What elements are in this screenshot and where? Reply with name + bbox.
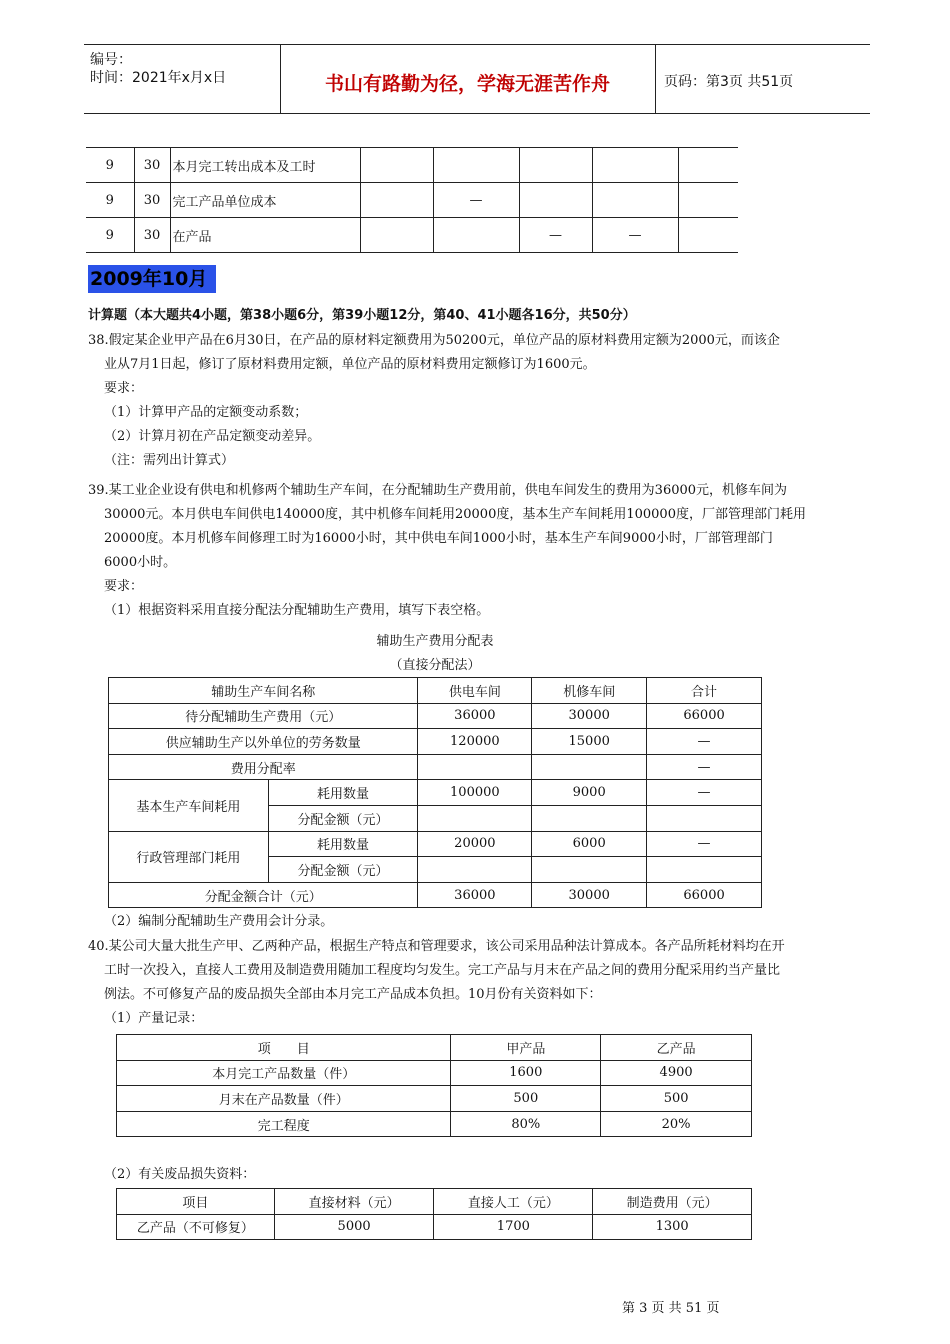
table-header-row (117, 1035, 752, 1061)
value-cell: — (647, 754, 762, 780)
value-cell: 9000 (532, 780, 647, 806)
page-info: 页码：第3页 共51页 (664, 74, 794, 90)
q39-line4: 6000小时。 (104, 555, 177, 570)
value-cell (418, 754, 532, 780)
value-cell: 20000 (418, 831, 532, 857)
q39-line1: 39.某工业企业设有供电和机修两个辅助生产车间，在分配辅助生产费用前，供电车间发生的费用为36000元，机修车间为 (88, 483, 788, 498)
q38-block (88, 329, 868, 473)
q40-section1: （1）产量记录： (104, 1011, 204, 1026)
value-cell (592, 183, 678, 218)
table-row (109, 780, 762, 806)
value-cell: 500 (451, 1086, 601, 1112)
value-cell: 6000 (532, 831, 647, 857)
page-header (84, 44, 870, 114)
day-cell: 30 (134, 148, 170, 183)
value-cell: 36000 (418, 882, 532, 908)
sub-label: 耗用数量 (268, 780, 418, 806)
item-cell: 本月完工转出成本及工时 (170, 148, 360, 183)
table-header-row (109, 678, 762, 704)
table-row (117, 1060, 752, 1086)
value-cell (678, 148, 738, 183)
value-cell: 30000 (532, 882, 647, 908)
month-cell: 9 (86, 148, 134, 183)
header-cell: 乙产品 (601, 1035, 752, 1061)
row-label: 待分配辅助生产费用（元） (109, 703, 418, 729)
table-row (109, 754, 762, 780)
row-label: 基本生产车间耗用 (109, 780, 269, 831)
q38-line2: 业从7月1日起，修订了原材料费用定额，单位产品的原材料费用定额修订为1600元。 (104, 357, 596, 372)
value-cell: — (647, 729, 762, 755)
value-cell: 1600 (451, 1060, 601, 1086)
table-row (109, 882, 762, 908)
table-row (109, 729, 762, 755)
value-cell (647, 857, 762, 883)
header-cell: 合计 (647, 678, 762, 704)
page-footer: 第 3 页 共 51 页 (622, 1301, 720, 1316)
section-title: 2009年10月 (88, 265, 216, 293)
table-row (86, 148, 738, 183)
header-cell: 直接人工（元） (434, 1189, 593, 1215)
value-cell: 30000 (532, 703, 647, 729)
cost-table-fragment (86, 147, 738, 253)
q39-line2: 30000元。本月供电车间供电140000度，其中机修车间耗用20000度，基本生产车间耗用100000度，厂部管理部门耗用 (104, 507, 806, 522)
value-cell: 1300 (593, 1214, 752, 1240)
loss-table (116, 1188, 752, 1240)
table-row (117, 1086, 752, 1112)
value-cell: 120000 (418, 729, 532, 755)
header-cell: 供电车间 (418, 678, 532, 704)
value-cell (532, 754, 647, 780)
q39-block (88, 479, 868, 623)
value-cell: 15000 (532, 729, 647, 755)
header-cell: 机修车间 (532, 678, 647, 704)
q40-line3: 例法。不可修复产品的废品损失全部由本月完工产品成本负担。10月份有关资料如下： (104, 987, 602, 1002)
value-cell: 500 (601, 1086, 752, 1112)
calc-heading: 计算题（本大题共4小题，第38小题6分，第39小题12分，第40、41小题各16分，共50分） (88, 308, 636, 323)
allocation-table (108, 677, 762, 908)
value-cell: 1700 (434, 1214, 593, 1240)
row-label: 分配金额合计（元） (109, 882, 418, 908)
row-label: 本月完工产品数量（件） (117, 1060, 451, 1086)
table-row (117, 1214, 752, 1240)
q38-req2: （2）计算月初在产品定额变动差异。 (104, 429, 321, 444)
sub-label: 分配金额（元） (268, 857, 418, 883)
item-cell: 完工产品单位成本 (170, 183, 360, 218)
header-cell: 甲产品 (451, 1035, 601, 1061)
value-cell (433, 218, 519, 253)
value-cell (433, 148, 519, 183)
item-cell: 在产品 (170, 218, 360, 253)
q38-requirement: 要求： (104, 381, 144, 396)
value-cell: 100000 (418, 780, 532, 806)
value-cell: — (647, 780, 762, 806)
q38-req1: （1）计算甲产品的定额变动系数； (104, 405, 308, 420)
value-cell: — (592, 218, 678, 253)
value-cell: 66000 (647, 882, 762, 908)
table-header-row (117, 1189, 752, 1215)
value-cell (418, 857, 532, 883)
value-cell (418, 805, 532, 831)
month-cell: 9 (86, 218, 134, 253)
sub-label: 耗用数量 (268, 831, 418, 857)
row-label: 乙产品（不可修复） (117, 1214, 275, 1240)
number-label: 编号： (90, 52, 132, 68)
q38-line1: 38.假定某企业甲产品在6月30日，在产品的原材料定额费用为50200元，单位产品的原材料费用定额为2000元，而该企 (88, 333, 780, 348)
row-label: 月末在产品数量（件） (117, 1086, 451, 1112)
value-cell (647, 805, 762, 831)
value-cell (678, 218, 738, 253)
q39-req1: （1）根据资料采用直接分配法分配辅助生产费用，填写下表空格。 (104, 603, 490, 618)
value-cell (532, 805, 647, 831)
row-label: 行政管理部门耗用 (109, 831, 269, 882)
q40-line1: 40.某公司大量大批生产甲、乙两种产品，根据生产特点和管理要求，该公司采用品种法计算成本。各产品所耗材料均在开 (88, 939, 785, 954)
row-label: 费用分配率 (109, 754, 418, 780)
q38-note: （注：需列出计算式） (104, 453, 235, 468)
header-cell: 辅助生产车间名称 (109, 678, 418, 704)
value-cell: 80% (451, 1111, 601, 1137)
table-row (86, 218, 738, 253)
time-label: 时间：2021年x月x日 (90, 70, 227, 86)
value-cell (532, 857, 647, 883)
table-row (117, 1111, 752, 1137)
header-cell: 制造费用（元） (593, 1189, 752, 1215)
q39-req2: （2）编制分配辅助生产费用会计分录。 (104, 914, 334, 929)
sub-label: 分配金额（元） (268, 805, 418, 831)
value-cell: — (519, 218, 592, 253)
q39-requirement: 要求： (104, 579, 144, 594)
value-cell: 36000 (418, 703, 532, 729)
q39-line3: 20000度。本月机修车间修理工时为16000小时，其中供电车间1000小时，基本生产车间9000小时，厂部管理部门 (104, 531, 773, 546)
q40-section2: （2）有关废品损失资料： (104, 1167, 256, 1182)
value-cell (678, 183, 738, 218)
value-cell (360, 218, 433, 253)
value-cell (592, 148, 678, 183)
value-cell (360, 183, 433, 218)
header-cell: 直接材料（元） (274, 1189, 434, 1215)
value-cell: 66000 (647, 703, 762, 729)
alloc-table-title: 辅助生产费用分配表 (376, 634, 494, 649)
day-cell: 30 (134, 183, 170, 218)
header-motto: 书山有路勤为径，学海无涯苦作舟 (324, 73, 610, 95)
value-cell: — (433, 183, 519, 218)
row-label: 供应辅助生产以外单位的劳务数量 (109, 729, 418, 755)
table-row (109, 703, 762, 729)
header-cell: 项 目 (117, 1035, 451, 1061)
value-cell: — (647, 831, 762, 857)
value-cell: 4900 (601, 1060, 752, 1086)
table-row (86, 183, 738, 218)
value-cell (360, 148, 433, 183)
month-cell: 9 (86, 183, 134, 218)
row-label: 完工程度 (117, 1111, 451, 1137)
day-cell: 30 (134, 218, 170, 253)
table-row (109, 831, 762, 857)
header-left-cell (84, 45, 281, 113)
output-table (116, 1034, 752, 1137)
q40-block (88, 935, 868, 1031)
header-right-cell (655, 45, 871, 113)
alloc-table-subtitle: （直接分配法） (389, 658, 481, 673)
value-cell: 20% (601, 1111, 752, 1137)
value-cell (519, 148, 592, 183)
q40-line2: 工时一次投入，直接人工费用及制造费用随加工程度均匀发生。完工产品与月末在产品之间的费用分配采用约当产量比 (104, 963, 781, 978)
value-cell: 5000 (274, 1214, 434, 1240)
value-cell (519, 183, 592, 218)
header-cell: 项目 (117, 1189, 275, 1215)
